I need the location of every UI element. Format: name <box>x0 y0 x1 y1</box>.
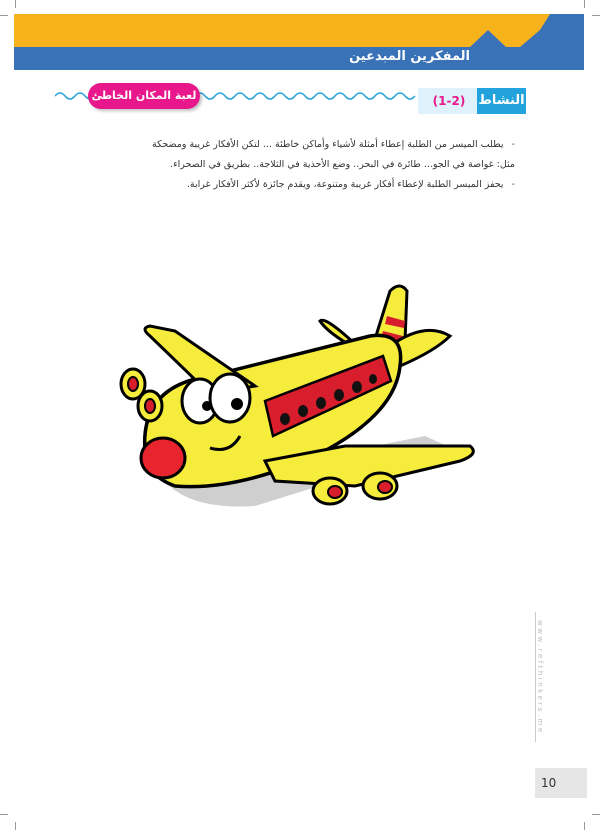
bullet1-text: يطلب الميسر من الطلبة إعطاء أمثلة لأشياء وأماكن خاطئة ... لتكن الأفكار غريبة ومضحكة <box>152 139 504 150</box>
crop-mark <box>592 814 600 815</box>
left-engines <box>121 369 162 421</box>
activity-instructions <box>135 137 515 197</box>
header-blue-band <box>14 47 584 70</box>
activity-label: النشاط <box>477 88 526 114</box>
header-title: المفكرين المبدعين <box>349 49 470 64</box>
instruction-example <box>135 157 515 173</box>
plane-nose <box>141 438 185 478</box>
instruction-bullet-1: -يطلب الميسر من الطلبة إعطاء أمثلة لأشياء وأماكن خاطئة ... لتكن الأفكار غريبة ومضحكة <box>152 139 515 150</box>
instruction-bullet-2: -يحفز الميسر الطلبة لإعطاء أفكار غريبة ومتنوعة، ويقدم جائزة لأكثر الأفكار غرابة. <box>186 179 515 190</box>
activity-number: (1-2) <box>432 94 466 108</box>
cartoon-airplane-illustration <box>115 276 475 526</box>
crop-mark <box>584 822 585 830</box>
game-title-pill: لعبة المكان الخاطئ <box>88 83 200 109</box>
bullet2-text: يحفز الميسر الطلبة لإعطاء أفكار غريبة ومتنوعة، ويقدم جائزة لأكثر الأفكار غرابة. <box>186 179 504 190</box>
side-url: www.refthinkers.me <box>536 620 544 735</box>
crop-mark <box>0 814 8 815</box>
plane-eyes <box>182 374 250 423</box>
crop-mark <box>15 822 16 830</box>
page-number: 10 <box>535 768 587 798</box>
example-text: مثل: غواصة في الجو... طائرة في البحر.. وضع الأحذية في الثلاجة.. بطريق في الصحراء. <box>170 159 515 170</box>
